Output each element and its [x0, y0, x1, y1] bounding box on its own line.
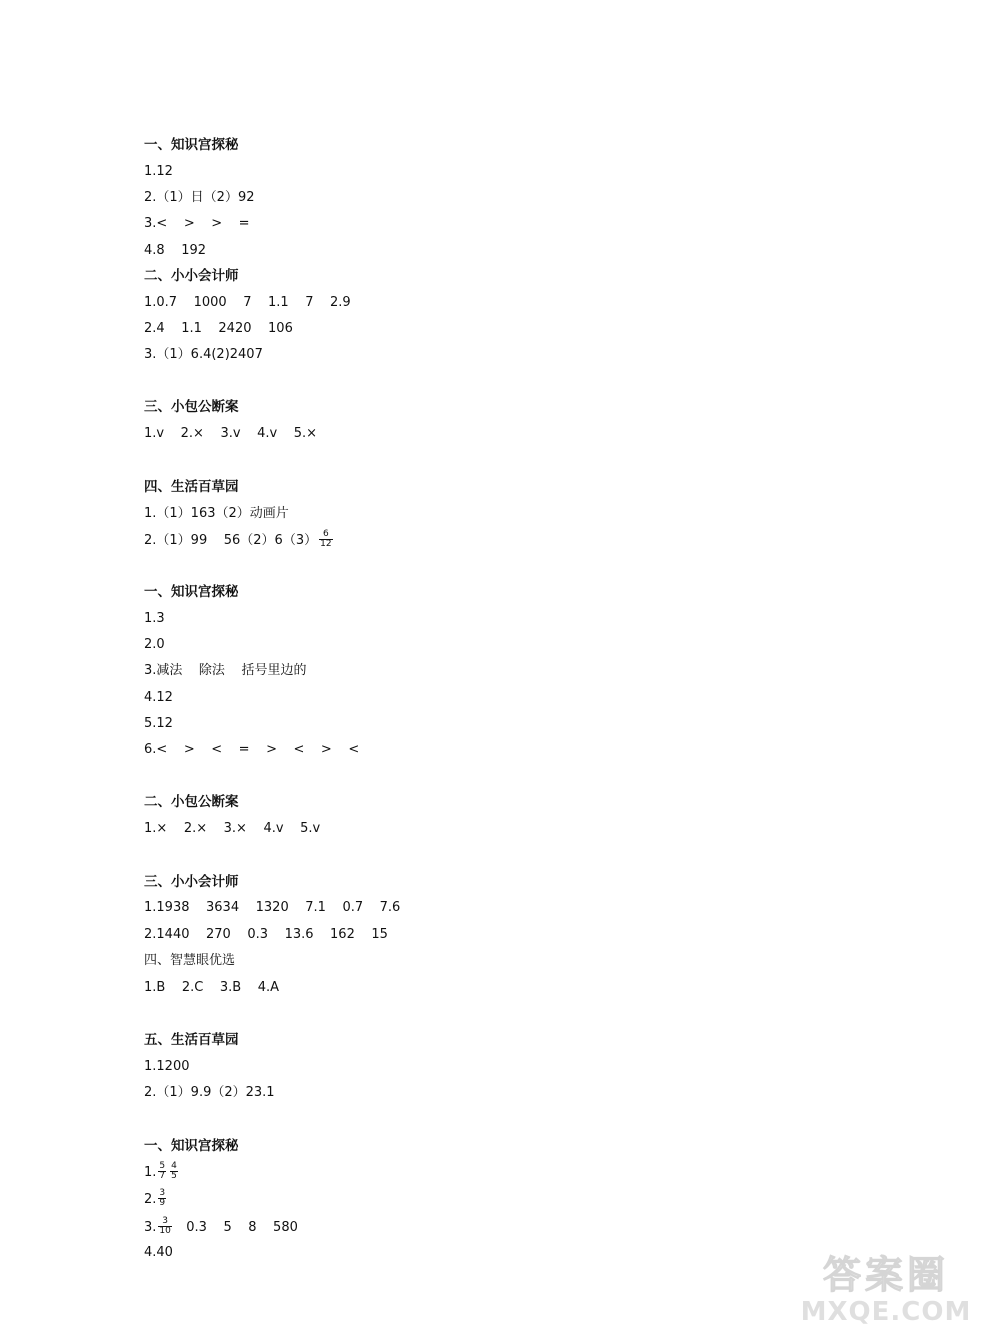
- section-heading: 四、智慧眼优选: [144, 953, 236, 968]
- answer-text: 0.3 5 8 580: [173, 1220, 298, 1235]
- section-heading: 四、生活百草园: [144, 479, 239, 495]
- fraction: [158, 1189, 166, 1208]
- fraction-denominator: 12: [320, 539, 332, 549]
- section-heading: 一、知识宫探秘: [144, 584, 239, 600]
- fraction: [170, 1162, 178, 1181]
- answer-line: [144, 531, 335, 550]
- answer-line: 3.< > > =: [144, 216, 250, 231]
- answer-line: 2.4 1.1 2420 106: [144, 321, 293, 336]
- answer-line: 2.0: [144, 637, 165, 652]
- answer-line: 4.40: [144, 1245, 173, 1260]
- section-heading: 三、小包公断案: [144, 399, 239, 415]
- fraction-denominator: 9: [159, 1198, 166, 1208]
- answer-line: 4.12: [144, 690, 173, 705]
- answer-line: 2.（1）9.9（2）23.1: [144, 1085, 275, 1100]
- fraction: [158, 1162, 166, 1181]
- answer-line: 1.1200: [144, 1059, 190, 1074]
- fraction-denominator: 10: [159, 1226, 171, 1236]
- answer-line: 1.0.7 1000 7 1.1 7 2.9: [144, 295, 351, 310]
- answer-line: 1.1938 3634 1320 7.1 0.7 7.6: [144, 900, 401, 915]
- answer-line: 1.v 2.× 3.v 4.v 5.×: [144, 426, 317, 441]
- answer-line: [144, 1163, 180, 1182]
- answer-line: 2.（1）日（2）92: [144, 190, 255, 205]
- watermark-url: MXQE.COM: [800, 1297, 972, 1327]
- fraction-numerator: 4: [171, 1161, 177, 1171]
- answer-line: 1.3: [144, 611, 165, 626]
- answer-text: 3.: [144, 1220, 157, 1235]
- answer-line: 2.1440 270 0.3 13.6 162 15: [144, 927, 388, 942]
- answer-line: 5.12: [144, 716, 173, 731]
- fraction-denominator: 5: [171, 1171, 177, 1181]
- answer-line: 3.（1）6.4(2)2407: [144, 347, 263, 362]
- answer-line: [144, 1218, 298, 1237]
- section-heading: 五、生活百草园: [144, 1032, 239, 1048]
- section-heading: 一、知识宫探秘: [144, 1138, 239, 1154]
- section-heading: 三、小小会计师: [144, 874, 239, 890]
- fraction: [158, 1217, 171, 1236]
- section-heading: 二、小包公断案: [144, 794, 239, 810]
- fraction-numerator: 3: [158, 1217, 171, 1227]
- section-heading: 二、小小会计师: [144, 268, 239, 284]
- fraction-denominator: 7: [159, 1171, 166, 1181]
- answer-line: 6.< > < = > < > <: [144, 742, 360, 757]
- answer-text: 2.（1）99 56（2）6（3）: [144, 533, 318, 548]
- answer-line: 1.B 2.C 3.B 4.A: [144, 980, 280, 995]
- fraction-numerator: 5: [159, 1161, 166, 1171]
- answer-line: 1.12: [144, 164, 173, 179]
- answer-text: 2.: [144, 1192, 157, 1207]
- answer-line: 1.（1）163（2）动画片: [144, 506, 289, 521]
- watermark: [786, 1253, 986, 1333]
- answer-line: 3.减法 除法 括号里边的: [144, 663, 307, 678]
- answer-line: 1.× 2.× 3.× 4.v 5.v: [144, 821, 321, 836]
- fraction-numerator: 6: [319, 530, 332, 540]
- fraction: [319, 530, 332, 549]
- answer-line: [144, 1190, 168, 1209]
- section-heading: 一、知识宫探秘: [144, 137, 239, 153]
- answer-line: 4.8 192: [144, 243, 207, 258]
- watermark-logo: 答案圈: [822, 1253, 949, 1297]
- answer-text: 1.: [144, 1165, 157, 1180]
- fraction-numerator: 3: [159, 1188, 166, 1198]
